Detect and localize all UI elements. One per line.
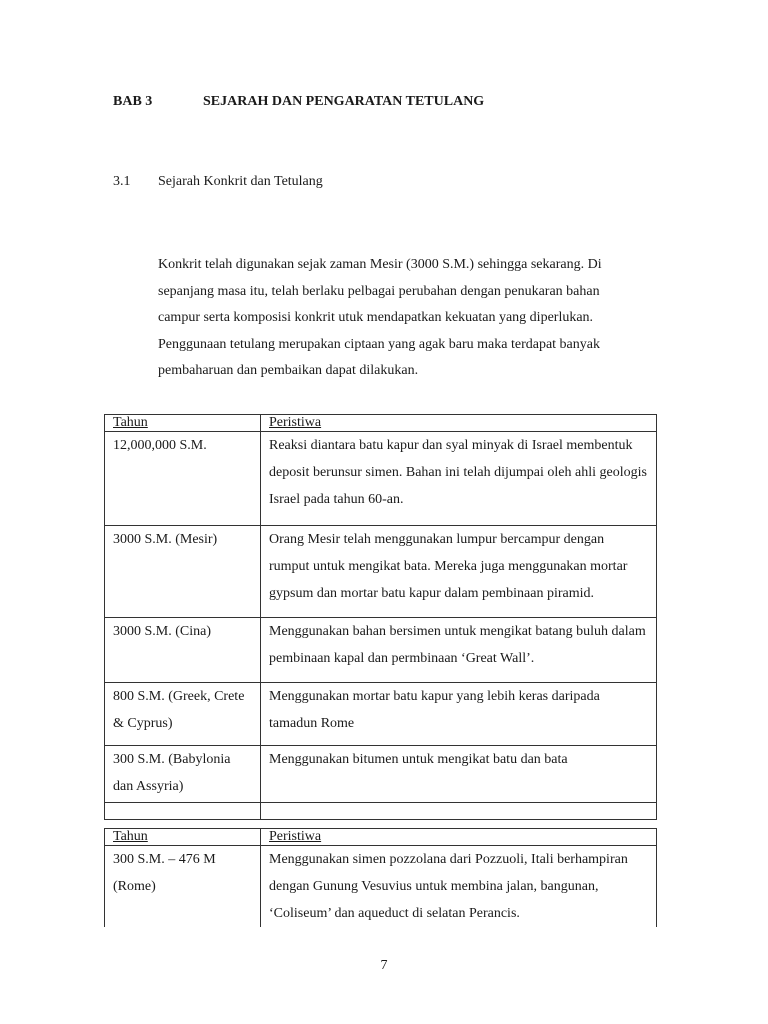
table-row bbox=[105, 683, 657, 746]
row-year: 800 S.M. (Greek, Crete & Cyprus) bbox=[105, 683, 261, 746]
header-year: Tahun bbox=[105, 829, 261, 846]
row-event: Menggunakan mortar batu kapur yang lebih keras daripada tamadun Rome bbox=[261, 683, 657, 746]
row-year: 3000 S.M. (Cina) bbox=[105, 618, 261, 683]
intro-paragraph: Konkrit telah digunakan sejak zaman Mesir (3000 S.M.) sehingga sekarang. Di sepanjang masa itu, telah berlaku pelbagai perubahan dengan penukaran bahan campur serta komposisi konkrit utuk mendapatkan kekuatan yang diperlukan. Penggunaan tetulang merupakan ciptaan yang agak baru maka terdapat banyak pembaharuan dan pembaikan dapat dilakukan. bbox=[158, 257, 602, 378]
row-year: 3000 S.M. (Mesir) bbox=[105, 526, 261, 618]
table-row bbox=[105, 526, 657, 618]
row-year: 12,000,000 S.M. bbox=[105, 432, 261, 526]
chapter-number: BAB 3 bbox=[113, 94, 153, 109]
header-event: Peristiwa bbox=[261, 415, 657, 432]
row-event: Orang Mesir telah menggunakan lumpur bercampur dengan rumput untuk mengikat bata. Mereka juga menggunakan mortar gypsum dan mortar batu kapur dalam pembinaan piramid. bbox=[261, 526, 657, 618]
row-event: Reaksi diantara batu kapur dan syal minyak di Israel membentuk deposit berunsur simen. Bahan ini telah dijumpai oleh ahli geologis Israel pada tahun 60-an. bbox=[261, 432, 657, 526]
row-event: Menggunakan simen pozzolana dari Pozzuoli, Itali berhampiran dengan Gunung Vesuvius untuk membina jalan, bangunan, ‘Coliseum’ dan aqueduct di selatan Perancis. bbox=[261, 846, 657, 928]
section-title: Sejarah Konkrit dan Tetulang bbox=[158, 174, 323, 189]
table-row bbox=[105, 746, 657, 803]
table-header-row bbox=[105, 829, 657, 846]
section-heading bbox=[113, 174, 323, 190]
row-event: Menggunakan bahan bersimen untuk mengikat batang buluh dalam pembinaan kapal dan permbinaan ‘Great Wall’. bbox=[261, 618, 657, 683]
table-header-row bbox=[105, 415, 657, 432]
row-year: 300 S.M. (Babylonia dan Assyria) bbox=[105, 746, 261, 803]
table-spacer-row bbox=[105, 803, 657, 820]
header-year: Tahun bbox=[105, 415, 261, 432]
table-row bbox=[105, 618, 657, 683]
row-year: 300 S.M. – 476 M (Rome) bbox=[105, 846, 261, 928]
section-number: 3.1 bbox=[113, 174, 131, 189]
page-number: 7 bbox=[380, 958, 388, 973]
history-table-continued bbox=[104, 828, 657, 927]
chapter-heading bbox=[113, 94, 484, 110]
table-row bbox=[105, 846, 657, 928]
header-event: Peristiwa bbox=[261, 829, 657, 846]
history-table bbox=[104, 414, 657, 820]
table-row bbox=[105, 432, 657, 526]
chapter-title: SEJARAH DAN PENGARATAN TETULANG bbox=[203, 94, 485, 109]
row-event: Menggunakan bitumen untuk mengikat batu dan bata bbox=[261, 746, 657, 803]
